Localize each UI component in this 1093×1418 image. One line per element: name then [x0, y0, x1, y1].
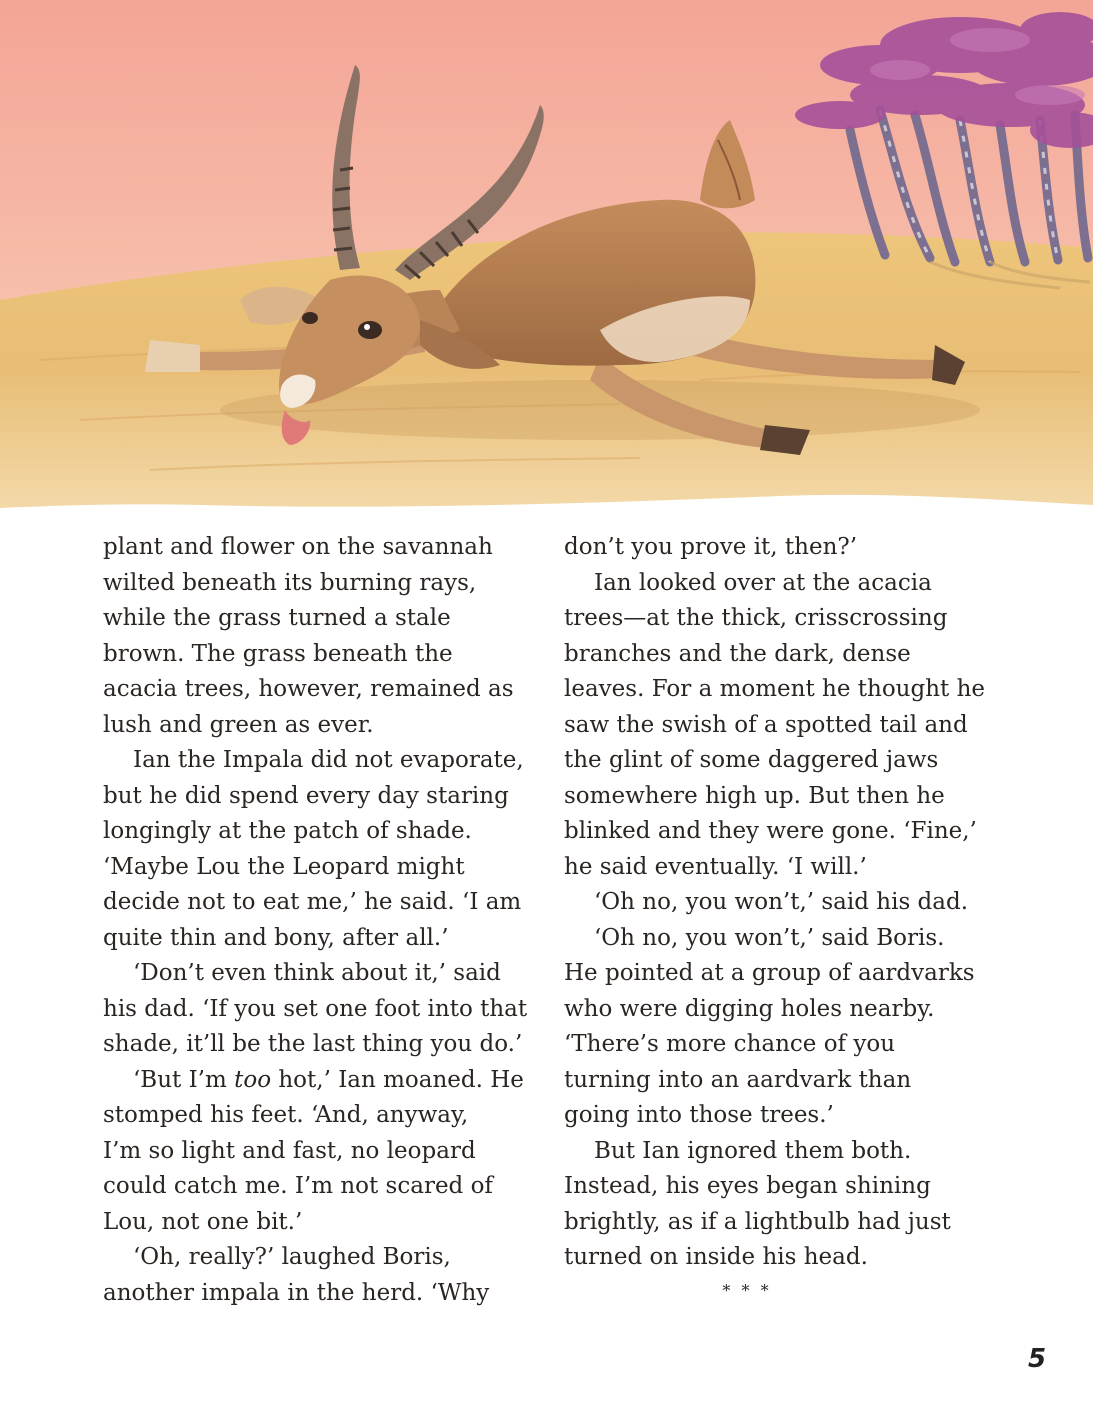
illustration — [0, 0, 1093, 520]
text-line: somewhere high up. But then he — [564, 782, 945, 809]
text-line: But Ian ignored them both. — [594, 1137, 912, 1164]
text-line — [103, 1063, 533, 1099]
text-line: ‘Don’t even think about it,’ said — [133, 960, 501, 986]
text-line: ‘Oh no, you won’t,’ said Boris. — [594, 924, 945, 951]
text-line: ‘Maybe Lou the Leopard might — [103, 853, 465, 880]
text-line: don’t you prove it, then?’ — [564, 534, 858, 560]
text-line: saw the swish of a spotted tail and — [564, 711, 968, 738]
text-line: turning into an aardvark than — [564, 1066, 912, 1093]
text-line: lush and green as ever. — [103, 711, 374, 738]
text-column-left — [103, 530, 533, 1311]
text-line: blinked and they were gone. ‘Fine,’ — [564, 818, 977, 844]
text-line: the glint of some daggered jaws — [564, 747, 939, 773]
text-line: going into those trees.’ — [564, 1102, 834, 1128]
text-fragment: hot,’ Ian moaned. He — [271, 1066, 524, 1093]
emphasis: too — [234, 1066, 272, 1093]
text-line: Ian the Impala did not evaporate, — [133, 747, 524, 773]
text-line: could catch me. I’m not scared of — [103, 1173, 493, 1199]
text-line: Ian looked over at the acacia — [594, 569, 932, 596]
text-line: wilted beneath its burning rays, — [103, 569, 477, 596]
text-line: trees—at the thick, crisscrossing — [564, 605, 948, 631]
text-line: but he did spend every day staring — [103, 782, 509, 809]
text-line: plant and flower on the savannah — [103, 534, 493, 560]
scene-break: * * * — [722, 1280, 772, 1300]
text-line: ‘Oh no, you won’t,’ said his dad. — [594, 889, 969, 915]
text-line: his dad. ‘If you set one foot into that — [103, 995, 528, 1022]
text-line: who were digging holes nearby. — [564, 995, 935, 1022]
text-line: stomped his feet. ‘And, anyway, — [103, 1102, 469, 1128]
text-line: while the grass turned a stale — [103, 605, 451, 631]
text-line: leaves. For a moment he thought he — [564, 676, 985, 702]
text-line: ‘Oh, really?’ laughed Boris, — [133, 1244, 451, 1270]
text-line: brown. The grass beneath the — [103, 640, 453, 667]
page-number: 5 — [1028, 1344, 1047, 1374]
text-line: longingly at the patch of shade. — [103, 818, 472, 844]
text-line: another impala in the herd. ‘Why — [103, 1279, 490, 1306]
text-line: he said eventually. ‘I will.’ — [564, 853, 867, 880]
text-line: quite thin and bony, after all.’ — [103, 924, 449, 951]
text-line: decide not to eat me,’ he said. ‘I am — [103, 889, 522, 915]
text-line: brightly, as if a lightbulb had just — [564, 1208, 951, 1235]
text-line: ‘There’s more chance of you — [564, 1031, 896, 1057]
text-line: acacia trees, however, remained as — [103, 676, 514, 702]
text-line: shade, it’ll be the last thing you do.’ — [103, 1031, 523, 1057]
text-fragment: ‘But I’m — [133, 1066, 235, 1093]
text-line: Lou, not one bit.’ — [103, 1208, 303, 1235]
text-line: turned on inside his head. — [564, 1244, 868, 1270]
text-line: I’m so light and fast, no leopard — [103, 1137, 476, 1164]
text-line: He pointed at a group of aardvarks — [564, 960, 975, 986]
text-column-right — [564, 530, 994, 1306]
text-line: branches and the dark, dense — [564, 640, 911, 667]
text-line: Instead, his eyes began shining — [564, 1173, 931, 1199]
